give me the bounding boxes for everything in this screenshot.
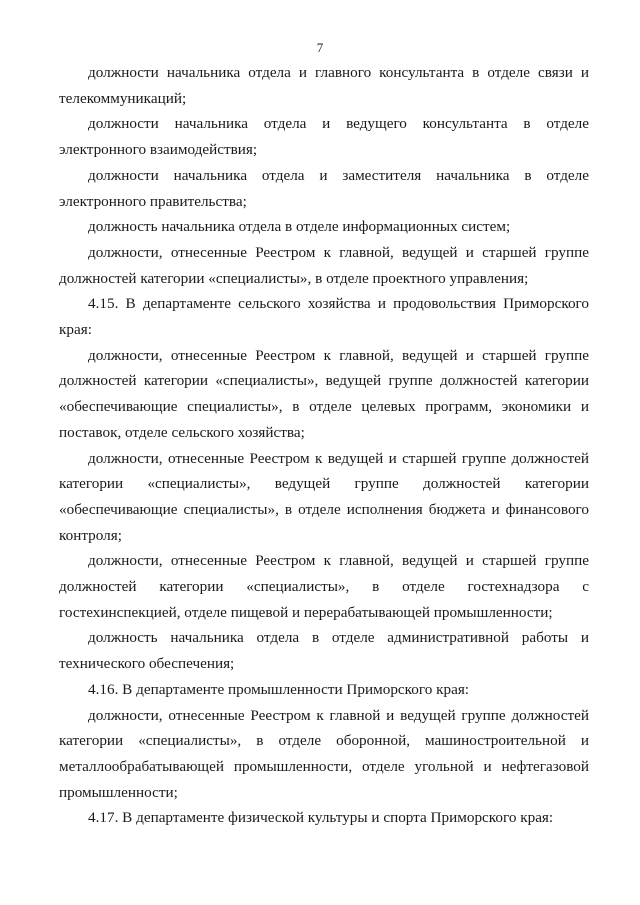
paragraph: должности, отнесенные Реестром к ведущей и старшей группе должностей категории «специалисты», ведущей группе должностей категории «обеспечивающие специалисты», в отделе исполнения бюджета и финансового контроля; [59, 449, 589, 544]
document-body [59, 60, 589, 831]
paragraph: должность начальника отдела в отделе административной работы и технического обеспечения; [59, 629, 589, 673]
paragraph: должность начальника отдела в отделе информационных систем; [88, 218, 511, 236]
paragraph: должности, отнесенные Реестром к главной, ведущей и старшей группе должностей категории «специалисты», в отделе гостехнадзора с гостехинспекцией, отделе пищевой и перерабатывающей промышленности; [59, 552, 589, 621]
page-number: 7 [316, 40, 324, 55]
paragraph: должности, отнесенные Реестром к главной и ведущей группе должностей категории «специалисты», в отделе оборонной, машиностроительной и металлообрабатывающей промышленности, отделе угольной и нефтегазовой промышленности; [59, 706, 589, 801]
section-heading: 4.17. В департаменте физической культуры и спорта Приморского края: [88, 809, 554, 827]
paragraph: должности начальника отдела и главного консультанта в отделе связи и телекоммуникаций; [59, 64, 589, 107]
paragraph: должности, отнесенные Реестром к главной, ведущей и старшей группе должностей категории «специалисты», в отделе проектного управления; [59, 243, 589, 287]
section-heading: 4.16. В департаменте промышленности Приморского края: [88, 680, 470, 698]
paragraph: должности начальника отдела и ведущего консультанта в отделе электронного взаимодействия; [59, 115, 589, 159]
paragraph: должности, отнесенные Реестром к главной, ведущей и старшей группе должностей категории «специалисты», ведущей группе должностей категории «обеспечивающие специалисты», в отделе целевых программ, экономики и поставок, отделе сельского хозяйства; [59, 346, 589, 441]
paragraph: должности начальника отдела и заместителя начальника в отделе электронного правительства; [59, 166, 589, 210]
section-heading: 4.15. В департаменте сельского хозяйства и продовольствия Приморского края: [59, 295, 589, 339]
